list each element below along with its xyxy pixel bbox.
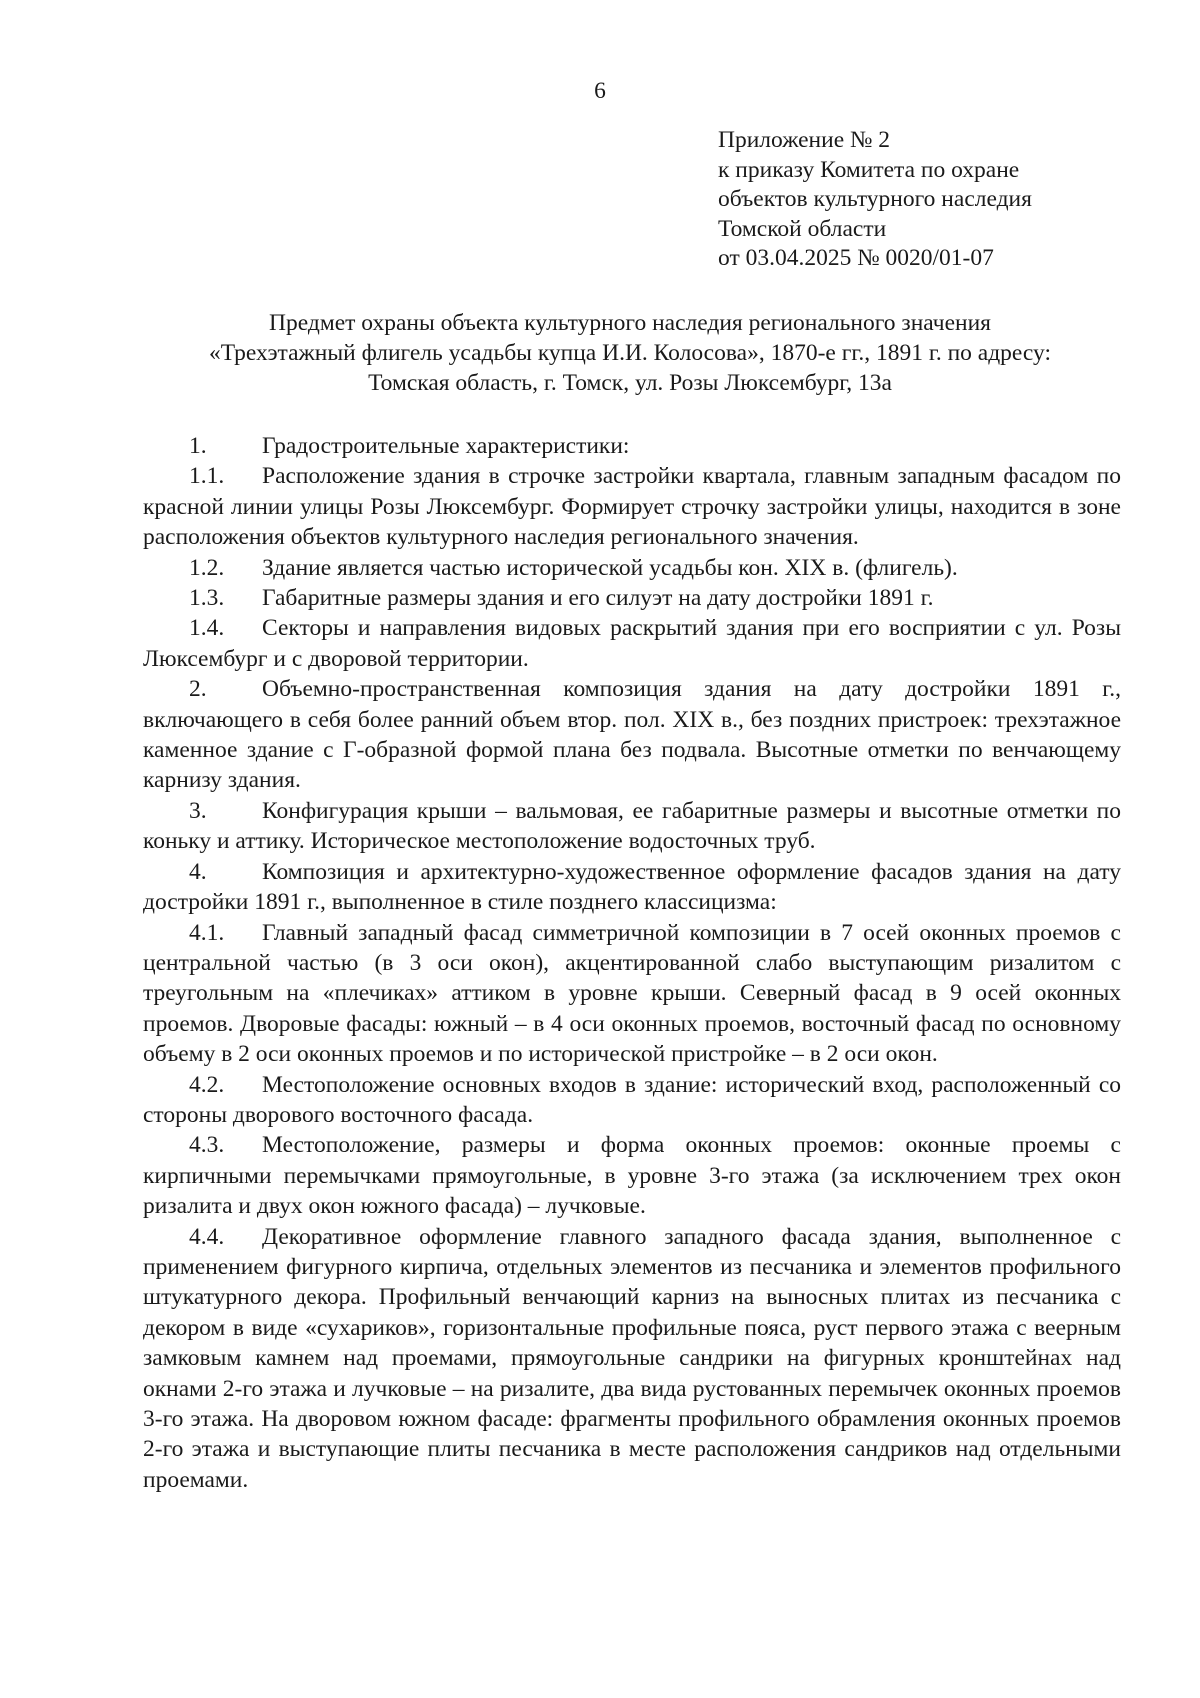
list-item (143, 796, 1121, 857)
item-number: 4.2. (189, 1071, 225, 1098)
page-number: 6 (594, 78, 606, 104)
item-text: Главный западный фасад симметричной композиции в 7 осей оконных проемов с центральной частью (в 3 оси окон), акцентированной слабо выступающим ризалитом с треугольным на «плечиках» аттиком в уровне крыши. Северный фасад в 9 осей оконных проемов. Дворовые фасады: южный – в 4 оси оконных проемов, восточный фасад по основному объему в 2 оси оконных проемов и по исторической пристройке – в 2 оси окон. (143, 919, 1121, 1068)
title-line: «Трехэтажный флигель усадьбы купца И.И. Колосова», 1870-е гг., 1891 г. по адресу: (208, 340, 1052, 366)
item-number: 1.1. (189, 463, 225, 490)
appendix-header (718, 126, 1158, 274)
item-number: 4. (189, 858, 207, 885)
appendix-line: объектов культурного наследия (718, 186, 1032, 212)
document-title (140, 308, 1120, 398)
item-text: Местоположение, размеры и форма оконных проемов: оконные проемы с кирпичными перемычками прямоугольные, в уровне 3-го этажа (за исключением трех окон ризалита и двух окон южного фасада) – лучковые. (143, 1132, 1121, 1220)
appendix-line: Приложение № 2 (718, 127, 891, 153)
item-text: Местоположение основных входов в здание: исторический вход, расположенный со стороны дворового восточного фасада. (143, 1071, 1121, 1128)
list-item (143, 461, 1121, 552)
list-item (143, 583, 1121, 613)
item-number: 4.4. (189, 1223, 225, 1250)
item-text: Расположение здания в строчке застройки квартала, главным западным фасадом по красной линии улицы Розы Люксембург. Формирует строчку застройки улицы, находится в зоне расположения объектов культурного наследия регионального значения. (143, 463, 1121, 551)
item-number: 1.2. (189, 554, 225, 581)
item-text: Композиция и архитектурно-художественное оформление фасадов здания на дату достройки 1891 г., выполненное в стиле позднего классицизма: (143, 858, 1121, 916)
list-item (143, 1222, 1121, 1496)
list-item (143, 1070, 1121, 1131)
list-item (143, 1130, 1121, 1221)
list-item (143, 918, 1121, 1070)
item-text: Градостроительные характеристики: (262, 433, 630, 459)
item-number: 4.1. (189, 919, 225, 946)
item-text: Секторы и направления видовых раскрытий здания при его восприятии с ул. Розы Люксембург и с дворовой территории. (143, 615, 1121, 672)
list-item (143, 553, 1121, 583)
item-text: Декоративное оформление главного западного фасада здания, выполненное с применением фигурного кирпича, отдельных элементов из песчаника и элементов профильного штукатурного декора. Профильный венчающий карниз на выносных плитах из песчаника с декором в виде «сухариков», горизонтальные профильные пояса, руст первого этажа с веерным замковым камнем над проемами, прямоугольные сандрики на фигурных кронштейнах над окнами 2-го этажа и лучковые – на ризалите, два вида рустованных перемычек оконных проемов 3-го этажа. На дворовом южном фасаде: фрагменты профильного обрамления оконных проемов 2-го этажа и выступающие плиты песчаника в месте расположения сандриков над отдельными проемами. (143, 1223, 1121, 1493)
item-text: Объемно-пространственная композиция здания на дату достройки 1891 г., включающего в себя более ранний объем втор. пол. XIX в., без поздних пристроек: трехэтажное каменное здание с Г-образной формой плана без подвала. Высотные отметки по венчающему карнизу здания. (143, 676, 1121, 794)
item-number: 3. (189, 797, 207, 824)
appendix-line: к приказу Комитета по охране (718, 156, 1020, 183)
item-text: Здание является частью исторической усадьбы кон. XIX в. (флигель). (262, 554, 958, 581)
document-body (143, 431, 1121, 1495)
item-number: 1.3. (189, 585, 225, 612)
list-item (143, 431, 1121, 461)
item-number: 2. (189, 676, 207, 703)
item-text: Конфигурация крыши – вальмовая, ее габаритные размеры и высотные отметки по коньку и аттику. Историческое местоположение водосточных труб. (143, 797, 1121, 855)
title-line: Предмет охраны объекта культурного наследия регионального значения (269, 310, 991, 336)
appendix-line: от 03.04.2025 № 0020/01-07 (718, 245, 994, 271)
list-item (143, 674, 1121, 796)
item-number: 1.4. (189, 615, 225, 642)
item-text: Габаритные размеры здания и его силуэт на дату достройки 1891 г. (262, 585, 934, 612)
title-line: Томская область, г. Томск, ул. Розы Люксембург, 13а (368, 370, 892, 396)
item-number: 1. (189, 433, 207, 459)
list-item (143, 857, 1121, 918)
item-number: 4.3. (189, 1132, 225, 1159)
list-item (143, 613, 1121, 674)
appendix-line: Томской области (718, 215, 887, 242)
